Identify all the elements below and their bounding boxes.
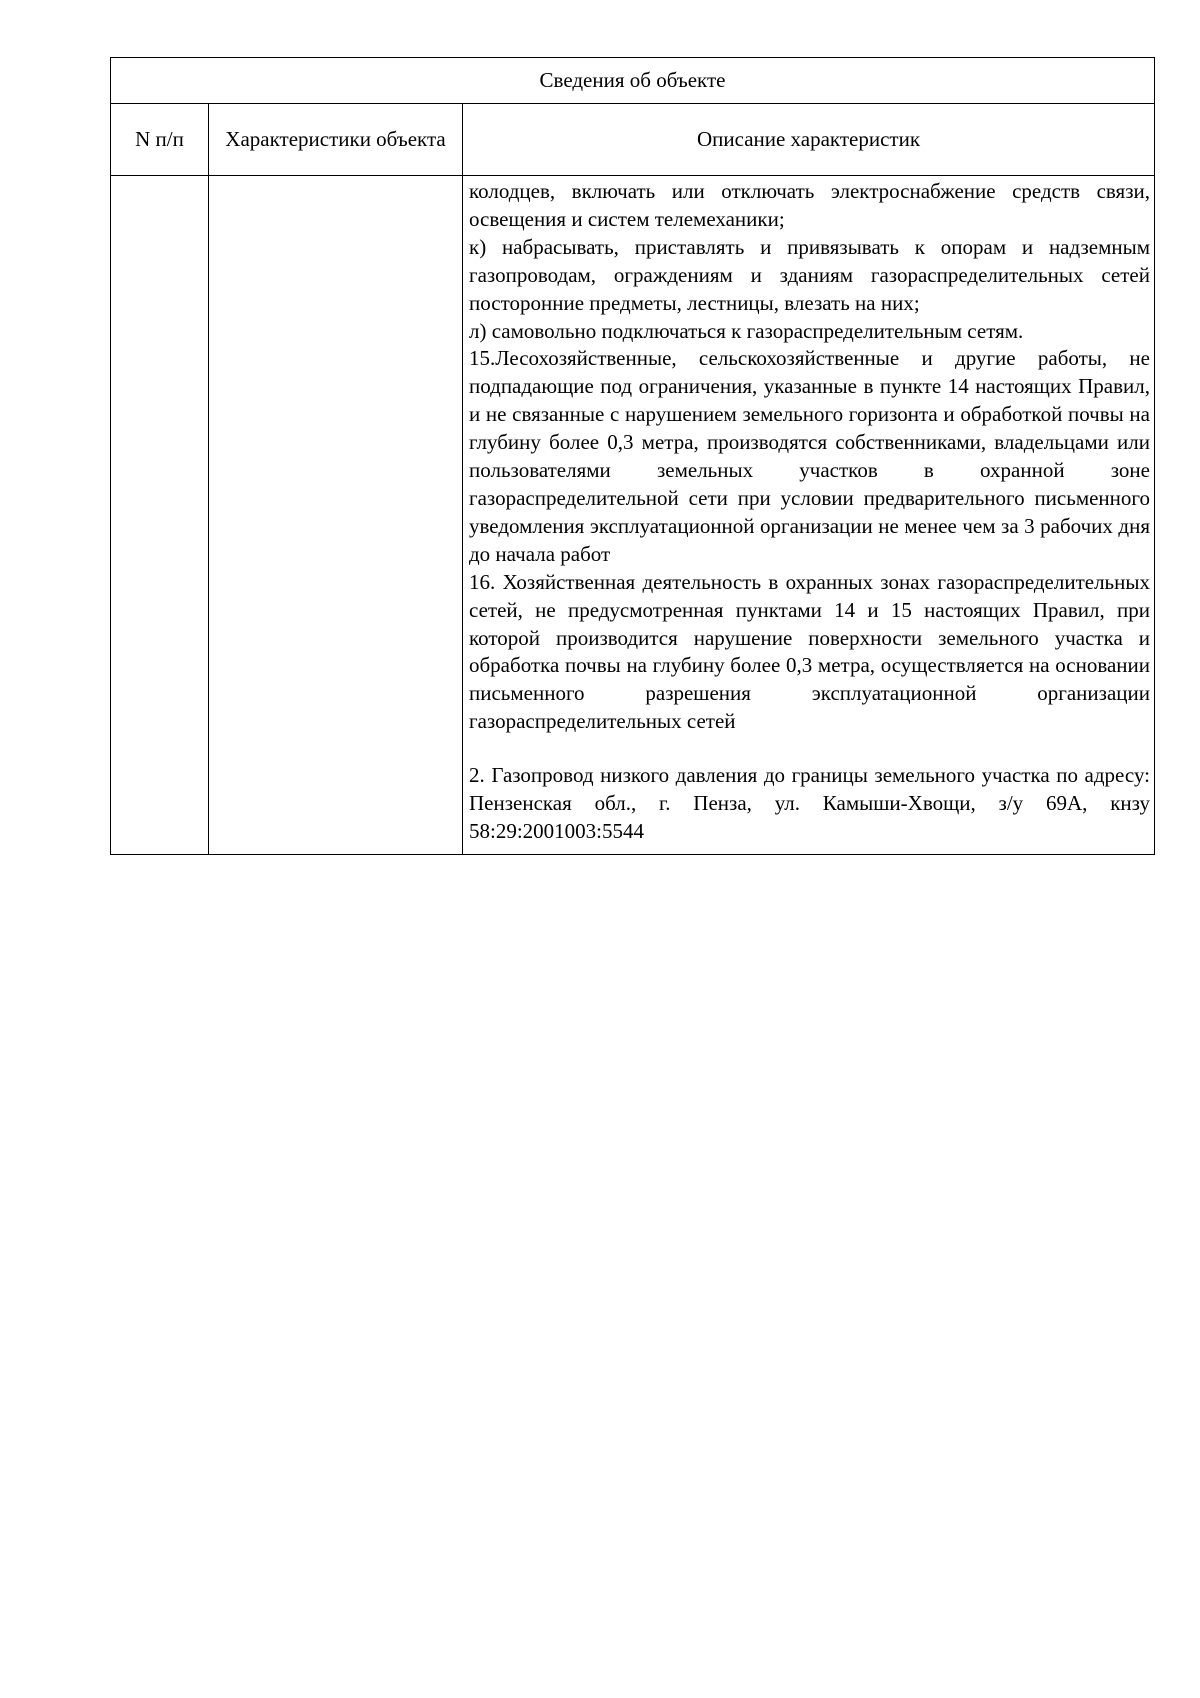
- table-header-row: [111, 104, 1155, 176]
- header-description: Описание характеристик: [463, 104, 1155, 176]
- header-characteristics: Характеристики объекта: [209, 104, 463, 176]
- table-row: [111, 176, 1155, 855]
- description-paragraph: 2. Газопровод низкого давления до границы земельного участка по адресу: Пензенская обл., г. Пенза, ул. Камыши-Хвощи, з/у 69А, кнзу 58:29:2001003:5544: [469, 763, 1150, 843]
- description-paragraph: к) набрасывать, приставлять и привязывать к опорам и надземным газопроводам, ограждениям и зданиям газораспределительных сетей посторонние предметы, лестницы, влезать на них;: [469, 234, 1150, 315]
- description-paragraph: л) самовольно подключаться к газораспределительным сетям.: [469, 318, 1024, 343]
- header-number: N п/п: [111, 104, 209, 176]
- object-info-table: [110, 57, 1155, 855]
- paragraph-spacer: [469, 736, 1150, 762]
- description-paragraph: колодцев, включать или отключать электроснабжение средств связи, освещения и систем телемеханики;: [469, 179, 1150, 231]
- table-caption: Сведения об объекте: [111, 58, 1155, 104]
- table-caption-row: [111, 58, 1155, 104]
- row-description-cell: [463, 176, 1155, 855]
- row-number-cell: [111, 176, 209, 855]
- row-characteristics-cell: [209, 176, 463, 855]
- description-paragraph: 16. Хозяйственная деятельность в охранных зонах газораспределительных сетей, не предусмотренная пунктами 14 и 15 настоящих Правил, при которой производится нарушение поверхности земельного участка и обработка почвы на глубину более 0,3 метра, осуществляется на основании письменного разрешения эксплуатационной организации газораспределительных сетей: [469, 569, 1150, 734]
- description-paragraph: 15.Лесохозяйственные, сельскохозяйственные и другие работы, не подпадающие под ограничения, указанные в пункте 14 настоящих Правил, и не связанные с нарушением земельного горизонта и обработкой почвы на глубину более 0,3 метра, производятся собственниками, владельцами или пользователями земельных участков в охранной зоне газораспределительной сети при условии предварительного письменного уведомления эксплуатационной организации не менее чем за 3 рабочих дня до начала работ: [469, 346, 1150, 566]
